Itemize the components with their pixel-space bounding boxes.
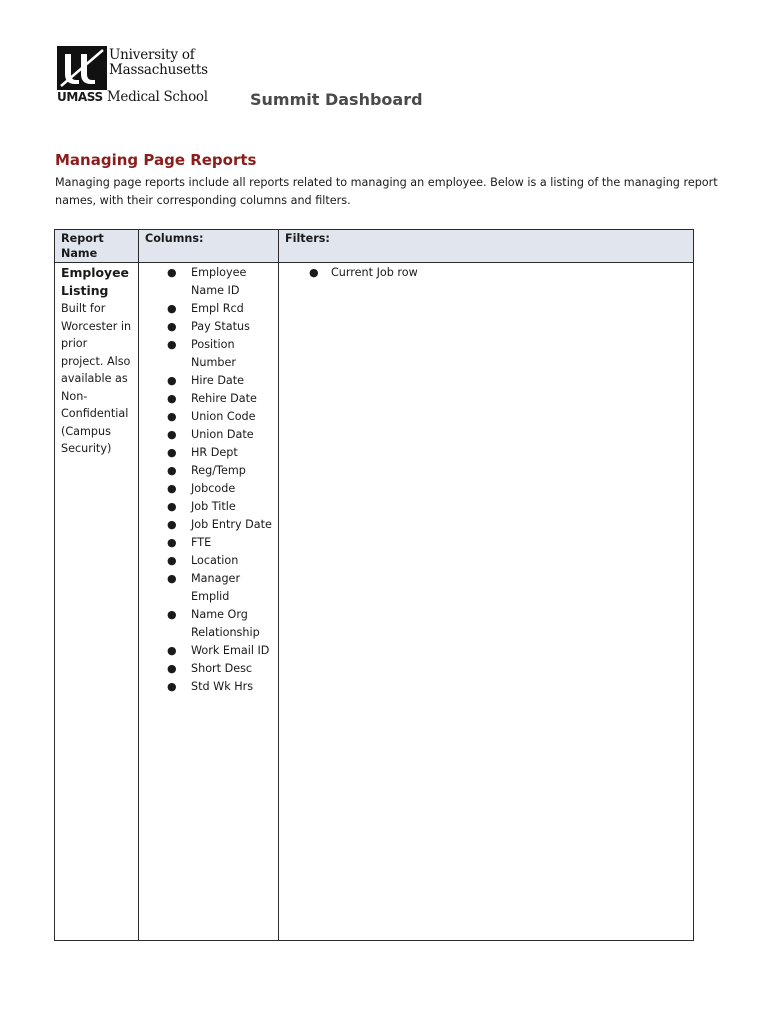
bullet-dot: ● — [167, 266, 177, 279]
bullet-dot: ● — [167, 410, 177, 423]
bullet-dot: ● — [167, 536, 177, 549]
reports-table — [54, 229, 694, 941]
bullet-dot: ● — [167, 392, 177, 405]
column-label: Std Wk Hrs — [191, 680, 254, 693]
logo-umass: UMASS — [57, 90, 103, 104]
column-label: Pay Status — [191, 320, 250, 333]
list-item — [145, 372, 272, 390]
list-item — [145, 462, 272, 480]
column-label: Employee Name ID — [191, 266, 247, 297]
report-name-cell — [55, 263, 139, 941]
columns-cell — [139, 263, 279, 941]
bullet-dot: ● — [167, 662, 177, 675]
list-item — [285, 264, 687, 282]
bullet-dot: ● — [167, 500, 177, 513]
bullet-dot: ● — [167, 302, 177, 315]
bullet-dot: ● — [167, 464, 177, 477]
column-label: HR Dept — [191, 446, 238, 459]
list-item — [145, 264, 272, 300]
column-label: Job Entry Date — [191, 518, 272, 531]
column-label: Hire Date — [191, 374, 245, 387]
table-row — [55, 263, 694, 941]
list-item — [145, 660, 272, 678]
logo-line2: Massachusetts — [109, 62, 208, 78]
column-label: Empl Rcd — [191, 302, 244, 315]
list-item — [145, 498, 272, 516]
column-label: Position Number — [191, 338, 236, 369]
bullet-dot: ● — [167, 518, 177, 531]
list-item — [145, 444, 272, 462]
column-label: Rehire Date — [191, 392, 257, 405]
column-label: Job Title — [191, 500, 236, 513]
list-item — [145, 336, 272, 372]
bullet-dot: ● — [167, 608, 177, 621]
logo-text — [109, 48, 208, 78]
list-item — [145, 606, 272, 642]
report-title: Employee Listing — [61, 265, 129, 298]
page-title: Summit Dashboard — [250, 90, 423, 109]
logo-line1: University of — [109, 47, 195, 63]
bullet-dot: ● — [167, 680, 177, 693]
umass-logo-icon — [57, 46, 107, 90]
list-item — [145, 534, 272, 552]
bullet-dot: ● — [309, 266, 319, 279]
column-label: Union Date — [191, 428, 254, 441]
list-item — [145, 570, 272, 606]
bullet-dot: ● — [167, 446, 177, 459]
column-label: Jobcode — [191, 482, 236, 495]
header-report-name: Report Name — [55, 230, 139, 263]
column-label: Work Email ID — [191, 644, 270, 657]
bullet-dot: ● — [167, 428, 177, 441]
list-item — [145, 678, 272, 696]
section-heading: Managing Page Reports — [55, 151, 257, 169]
column-label: Name Org Relationship — [191, 608, 260, 639]
list-item — [145, 318, 272, 336]
bullet-dot: ● — [167, 338, 177, 351]
list-item — [145, 516, 272, 534]
list-item — [145, 552, 272, 570]
filters-cell — [279, 263, 694, 941]
logo-line3 — [57, 90, 208, 105]
section-intro: Managing page reports include all reports related to managing an employee. Below is a listing of the managing report names, with their corresponding columns and filters. — [55, 176, 718, 207]
filters-list — [285, 264, 687, 282]
column-label: Location — [191, 554, 239, 567]
bullet-dot: ● — [167, 482, 177, 495]
bullet-dot: ● — [167, 320, 177, 333]
list-item — [145, 300, 272, 318]
column-label: Manager Emplid — [191, 572, 241, 603]
report-note: Built for Worcester in prior project. Also available as Non-Confidential (Campus Security) — [61, 302, 132, 455]
column-label: Reg/Temp — [191, 464, 246, 477]
bullet-dot: ● — [167, 554, 177, 567]
filter-label: Current Job row — [331, 266, 418, 279]
bullet-dot: ● — [167, 374, 177, 387]
table-header-row — [55, 230, 694, 263]
bullet-dot: ● — [167, 644, 177, 657]
umass-logo — [57, 46, 209, 104]
list-item — [145, 390, 272, 408]
header-filters: Filters: — [279, 230, 694, 263]
column-label: Short Desc — [191, 662, 253, 675]
bullet-dot: ● — [167, 572, 177, 585]
list-item — [145, 408, 272, 426]
list-item — [145, 642, 272, 660]
column-label: Union Code — [191, 410, 256, 423]
list-item — [145, 426, 272, 444]
list-item — [145, 480, 272, 498]
header-columns: Columns: — [139, 230, 279, 263]
columns-list — [145, 264, 272, 696]
column-label: FTE — [191, 536, 212, 549]
logo-medical-school: Medical School — [106, 89, 208, 105]
